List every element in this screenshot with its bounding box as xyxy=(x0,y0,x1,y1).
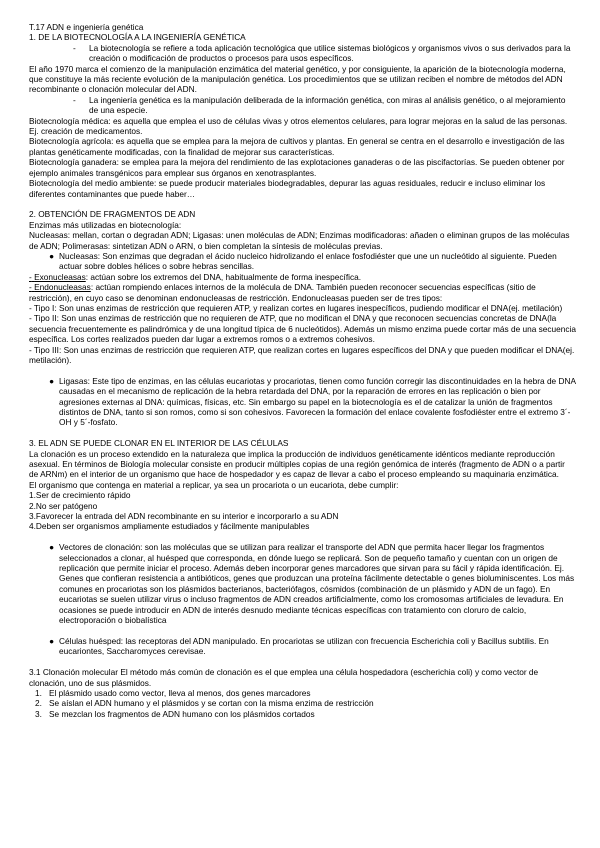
paragraph-tipo-3: - Tipo III: Son unas enzimas de restricción que requieren ATP, que realizan cortes en lugares específicos del DNA y que pueden modificar el DNA(ej. metilación). xyxy=(29,344,575,365)
number-marker: 2. xyxy=(35,698,42,709)
exonucleasas-term xyxy=(29,272,86,282)
paragraph-1970: El año 1970 marca el comienzo de la manipulación enzimática del material genético, y por consiguiente, la aparición de la biotecnología moderna, que constituye la más reciente evolución de la manipulación genética. Los procedimientos que se utilizan reciben el nombre de métodos del ADN recombinante o clonación molecular del ADN. xyxy=(29,63,566,95)
numbered-item xyxy=(29,709,576,719)
dash-marker: - xyxy=(73,42,76,53)
paragraph-enzimas: Enzimas más utilizadas en biotecnología: xyxy=(29,219,182,230)
document-header: T.17 ADN e ingeniería genética xyxy=(29,22,144,32)
term-description: : actúan sobre los extremos del DNA, habitualmente de forma inespecífica. xyxy=(85,271,362,282)
endonucleasas-term xyxy=(29,282,91,292)
list-item: 1.Ser de crecimiento rápido xyxy=(29,490,131,501)
term-text: Endonucleasas xyxy=(34,282,91,293)
numbered-text: Se mezclan los fragmentos de ADN humano con los plásmidos cortados xyxy=(49,708,315,719)
paragraph-medica: Biotecnología médica: es aquella que emplea el uso de células vivas y otros elementos celulares, para lograr mejoras en la salud de las personas. Ej. creación de medicamentos. xyxy=(29,115,568,137)
paragraph-tipo-1: - Tipo I: Son unas enzimas de restricción que requieren ATP, y realizan cortes en lugares inespecíficos, pudiendo modificar el DNA(ej. metilación) xyxy=(29,302,563,313)
paragraph-requisitos: El organismo que contenga en material a replicar, ya sea un procariota o un eucariota, debe cumplir: xyxy=(29,479,399,490)
term-text: Exonucleasas xyxy=(34,271,86,282)
number-marker: 3. xyxy=(35,708,42,719)
bullet-text: Nucleasas: Son enzimas que degradan el ácido nucleico hidrolizando el enlace fosfodiéster que une un nucleótido al siguiente. Pueden actuar sobre dobles hélices o sobre hebras sencillas. xyxy=(59,250,557,272)
paragraph-tipo-2: - Tipo II: Son unas enzimas de restricción que no requieren de ATP, que no modifican el DNA y que reconocen secuencias concretas de DNA(la secuencia frecuentemente es palindrómica y de una longitud típica de 6 nucleótidos). Además un mismo enzima puede cortar más de una secuencia específica. Los cortes realizados pueden dar lugar a extremos romos o a extremos cohesivos. xyxy=(29,313,576,345)
bullet-marker: ● xyxy=(49,635,55,646)
bullet-marker: ● xyxy=(49,542,55,553)
numbered-text: El plásmido usado como vector, lleva al menos, dos genes marcadores xyxy=(49,687,311,698)
paragraph-agricola: Biotecnología agrícola: es aquella que se emplea para la mejora de cultivos y plantas. En general se centra en el desarrollo e investigación de las plantas genéticamente modificadas, con la finalidad de mejorar sus características. xyxy=(29,136,565,157)
paragraph-tipos-enzimas: Nucleasas: mellan, cortan o degradan ADN; Ligasas: unen moléculas de ADN; Enzimas modificadoras: añaden o eliminan grupos de las moléculas de ADN; Polimerasas: sintetizan ADN o ARN, o bien completan la síntesis de moléculas previas. xyxy=(29,230,570,251)
section-1-title: 1. DE LA BIOTECNOLOGÍA A LA INGENIERÍA GENÉTICA xyxy=(29,32,246,43)
list-item: 4.Deben ser organismos ampliamente estudiados y fácilmente manipulables xyxy=(29,521,310,532)
bullet-nucleasas xyxy=(29,251,576,272)
bullet-text: Ligasas: Este tipo de enzimas, en las células eucariotas y procariotas, tienen como función corregir las discontinuidades en la hebra de DNA causadas en el mecanismo de replicación de la hebra retardada del DNA, por la reparación de errores en las replicación o bien por agresiones externas al DNA: químicas, físicas, etc. Sin embargo su papel en la biotecnología es el de catalizar la unión de fragmentos distintos de DNA, tanto si son romos, como si son cohesivos. Favorecen la formación del enlace covalente fosfodiéster entre el extremo 3´-OH y 5´-fosfato. xyxy=(59,375,576,428)
numbered-text: Se aíslan el ADN humano y el plásmidos y se cortan con la misma enzima de restricción xyxy=(49,698,374,709)
paragraph-ganadera: Biotecnología ganadera: se emplea para la mejora del rendimiento de las explotaciones ganaderas o de las piscifactorías. Se pueden obtener por ejemplo animales transgénicos para emplear sus órganos en xenotrasplantes. xyxy=(29,157,565,178)
numbered-item xyxy=(29,698,576,708)
bullet-ligasas xyxy=(29,376,576,428)
definition-ingenieria xyxy=(29,95,576,116)
definition-biotecnologia xyxy=(29,43,576,64)
paragraph-clonacion-molecular: 3.1 Clonación molecular El método más común de clonación es el que emplea una célula hospedadora (escherichia coli) y como vector de clonación, uno de sus plásmidos. xyxy=(29,667,539,688)
number-marker: 1. xyxy=(35,687,42,698)
paragraph-exonucleasas xyxy=(29,272,576,282)
bullet-celulas-huesped xyxy=(29,636,576,657)
dash-marker: - xyxy=(29,271,32,282)
section-3-title: 3. EL ADN SE PUEDE CLONAR EN EL INTERIOR DE LAS CÉLULAS xyxy=(29,438,289,449)
section-2-title: 2. OBTENCIÓN DE FRAGMENTOS DE ADN xyxy=(29,209,196,220)
bullet-text: Células huésped: las receptoras del ADN manipulado. En procariotas se utilizan con frecuencia Escherichia coli y Bacillus subtilis. En eucariontes, Saccharomyces cerevisae. xyxy=(59,635,549,657)
paragraph-medio-ambiente: Biotecnología del medio ambiente: se puede producir materiales biodegradables, depurar las aguas residuales, reducir e incluso eliminar los diferentes contaminantes que puede haber… xyxy=(29,178,546,199)
list-item: 2.No ser patógeno xyxy=(29,500,98,511)
bullet-text: Vectores de clonación: son las moléculas que se utilizan para realizar el transporte del ADN que permita hacer llegar los fragmentos seleccionados a clonar, al huésped que corresponda, en dónde luego se replicará. Son de pequeño tamaño y cuentan con un origen de replicación que permite iniciar el proceso. Además deben incorporar genes marcadores que sirvan para su fácil y rápida identificación. Ej. Genes que confieran resistencia a antibióticos, genes que produzcan una proteína fácilmente detectable o genes bioluminiscentes. Los más comunes en procariotas son los plásmidos bacterianos, bacteriófagos, cósmidos (combinación de un plásmido y ADN de un fago). En eucariotas se suelen utilizar virus o incluso fragmentos de ADN creados artificialmente, como los cromosomas artificiales de levadura. En ocasiones se puede introducir en ADN de interés desnudo mediante técnicas específicas con tratamiento con cloruro de calcio, electroporación o biobalística xyxy=(59,542,575,626)
dash-marker: - xyxy=(29,282,32,293)
paragraph-endonucleasas xyxy=(29,282,576,303)
paragraph-clonacion: La clonación es un proceso extendido en la naturaleza que implica la producción de individuos genéticamente idénticos mediante reproducción asexual. En términos de Biología molecular consiste en producir múltiples copias de una región genómica de interés (fragmento de ADN o a partir de ARNm) en el interior de un organismo que hace de hospedador y es capaz de llevar a cabo el proceso empleando su maquinaria enzimática. xyxy=(29,448,565,480)
numbered-item xyxy=(29,688,576,698)
bullet-vectores xyxy=(29,542,576,625)
term-description: : actúan rompiendo enlaces internos de la molécula de DNA. También pueden reconocer secuencias específicas (sitio de restricción), en cuyo caso se denominan endonucleasas de restricción. Endonucleasas pueden ser de tres tipos: xyxy=(29,282,536,303)
bullet-marker: ● xyxy=(49,250,55,261)
bullet-marker: ● xyxy=(49,375,55,386)
definition-text: La ingeniería genética es la manipulación deliberada de la información genética, con miras al análisis genético, o al mejoramiento de una especie. xyxy=(89,94,566,116)
list-item: 3.Favorecer la entrada del ADN recombinante en su interior e incorporarlo a su ADN xyxy=(29,511,339,522)
definition-text: La biotecnología se refiere a toda aplicación tecnológica que utilice sistemas biológicos y organismos vivos o sus derivados para la creación o modificación de productos o procesos para usos específicos. xyxy=(89,42,571,64)
dash-marker: - xyxy=(73,94,76,105)
